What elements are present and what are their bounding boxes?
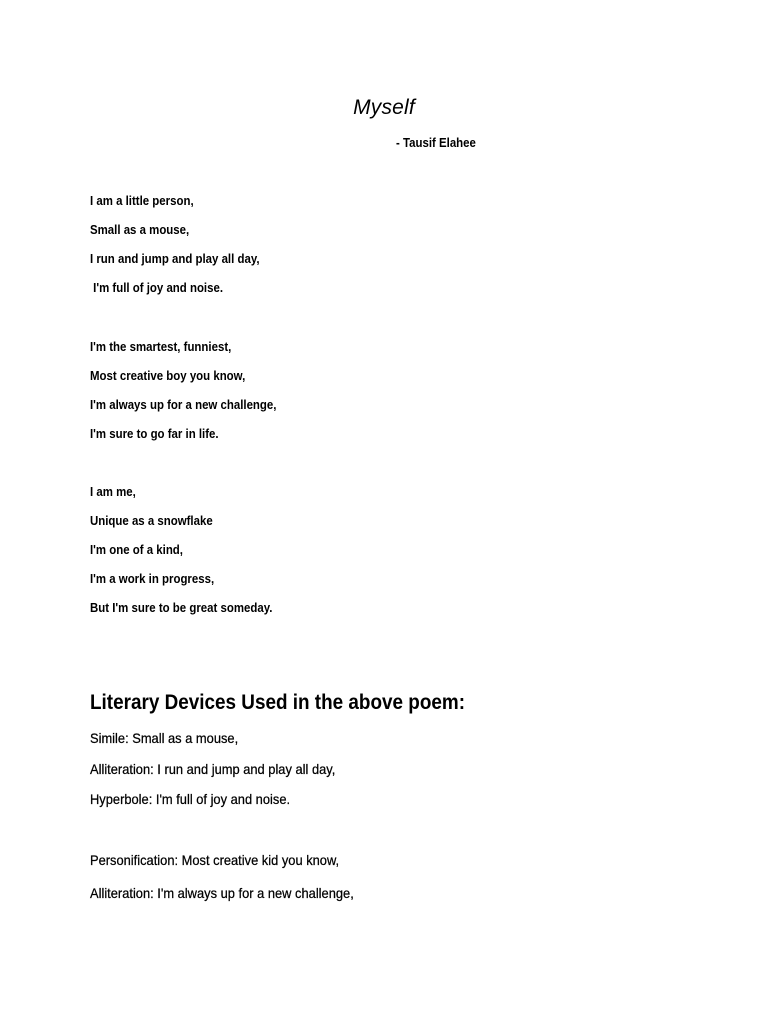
poem-line: I run and jump and play all day, — [90, 251, 260, 266]
device-item: Personification: Most creative kid you know, — [90, 852, 340, 868]
poem-line: Most creative boy you know, — [90, 368, 246, 383]
poem-title: Myself — [353, 96, 415, 119]
poem-line: I'm the smartest, funniest, — [90, 339, 232, 354]
poem-line: I am me, — [90, 484, 136, 499]
poem-line: I'm sure to go far in life. — [90, 426, 219, 441]
poem-line: Unique as a snowflake — [90, 513, 213, 528]
device-item: Alliteration: I run and jump and play all day, — [90, 761, 336, 777]
poem-line: Small as a mouse, — [90, 222, 190, 237]
poem-line: I'm a work in progress, — [90, 571, 215, 586]
poem-line: I'm full of joy and noise. — [90, 280, 224, 295]
section-heading: Literary Devices Used in the above poem: — [90, 691, 465, 714]
poem-author: - Tausif Elahee — [396, 135, 476, 150]
device-item: Simile: Small as a mouse, — [90, 730, 239, 746]
poem-line: But I'm sure to be great someday. — [90, 600, 273, 615]
device-item: Alliteration: I'm always up for a new challenge, — [90, 885, 354, 901]
poem-line: I am a little person, — [90, 193, 194, 208]
poem-line: I'm one of a kind, — [90, 542, 183, 557]
device-item: Hyperbole: I'm full of joy and noise. — [90, 791, 291, 807]
poem-line: I'm always up for a new challenge, — [90, 397, 277, 412]
